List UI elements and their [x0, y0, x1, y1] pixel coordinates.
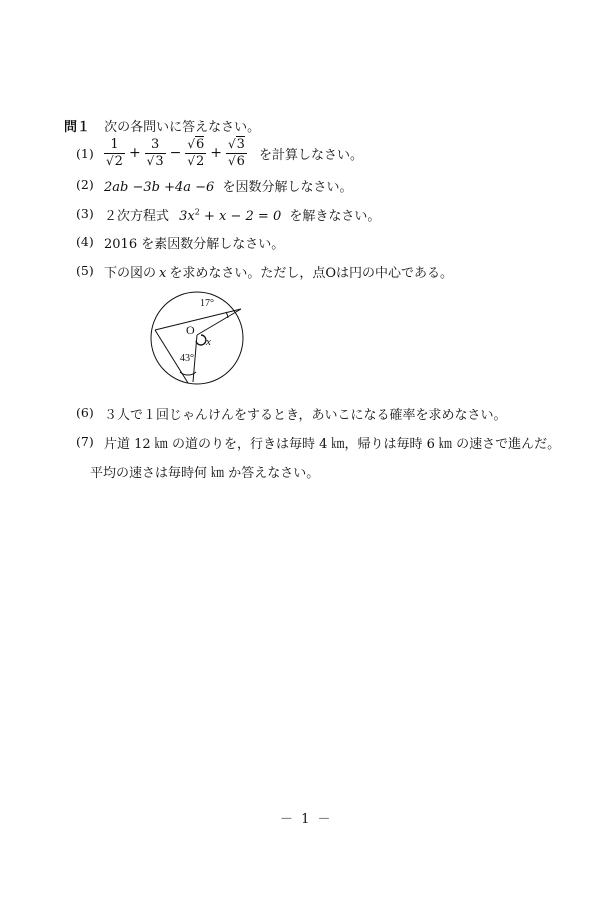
center-label: O	[186, 323, 195, 337]
q7-line-2: 平均の速さは毎時何 ㎞ か答えなさい。	[90, 466, 320, 481]
q3-expression-a: 3x	[179, 209, 195, 224]
q5-number: (5)	[76, 263, 94, 278]
op-3: +	[210, 145, 223, 162]
q3-number: (3)	[76, 206, 94, 221]
q1-number: (1)	[76, 146, 94, 161]
q2-line	[104, 176, 352, 195]
question-header	[64, 116, 260, 135]
q2-number: (2)	[76, 177, 94, 192]
page-number: － 1 －	[280, 812, 333, 827]
circle-figure	[140, 285, 260, 395]
q1-instruction: を計算しなさい。	[258, 147, 363, 163]
fraction-4-den: 6	[236, 153, 245, 169]
angle-arc-x	[196, 335, 206, 345]
q1-expression	[104, 138, 363, 168]
q7-number: (7)	[76, 434, 94, 449]
q3-expression-b: + x − 2 = 0	[204, 209, 282, 224]
angle-label-top: 17°	[200, 298, 214, 309]
q5-prefix: 下の図の	[104, 266, 157, 281]
q6-text: ３人で１回じゃんけんをするとき，あいこになる確率を求めなさい。	[104, 408, 507, 423]
q5-variable: x	[159, 266, 167, 281]
fraction-1: $\frac{1}{√2}$	[106, 137, 123, 169]
fraction-4: $\frac{√3}{√6}$	[228, 137, 245, 169]
q4-number: (4)	[76, 234, 94, 249]
op-1: +	[128, 145, 141, 162]
fraction-1-num: 1	[110, 137, 119, 152]
fraction-4-num: 3	[236, 137, 245, 152]
q3-exponent: 2	[194, 207, 200, 217]
radius-to-a	[197, 309, 241, 335]
q6-number: (6)	[76, 405, 94, 420]
op-2: −	[169, 145, 182, 162]
question-number: 問１	[64, 120, 91, 135]
angle-label-bottom: 43°	[180, 353, 194, 364]
fraction-3: $\frac{√6}{√2}$	[187, 137, 205, 169]
fraction-3-num: 6	[196, 137, 205, 152]
question-instruction: 次の各問いに答えなさい。	[104, 120, 261, 135]
angle-label-x: x	[206, 336, 211, 348]
q5-instruction: を求めなさい。ただし，点Oは円の中心である。	[169, 266, 454, 281]
q2-instruction: を因数分解しなさい。	[222, 180, 353, 195]
q5-line	[104, 262, 453, 281]
fraction-3-den: 2	[196, 153, 205, 169]
q2-expression: 2ab −3b +4a −6	[104, 180, 215, 195]
q3-line	[104, 205, 380, 224]
q3-instruction: を解きなさい。	[289, 209, 381, 224]
q4-text: 2016 を素因数分解しなさい。	[104, 237, 285, 252]
q3-prefix: ２次方程式	[104, 209, 170, 224]
fraction-2: $\frac{3}{√3}$	[146, 137, 164, 169]
fraction-1-den: 2	[114, 153, 123, 169]
fraction-2-den: 3	[155, 153, 164, 169]
fraction-2-num: 3	[151, 137, 160, 152]
q7-line-1: 片道 12 ㎞ の道のりを，行きは毎時 4 ㎞，帰りは毎時 6 ㎞ の速さで進んだ。	[104, 437, 561, 452]
chord-top	[155, 309, 241, 330]
